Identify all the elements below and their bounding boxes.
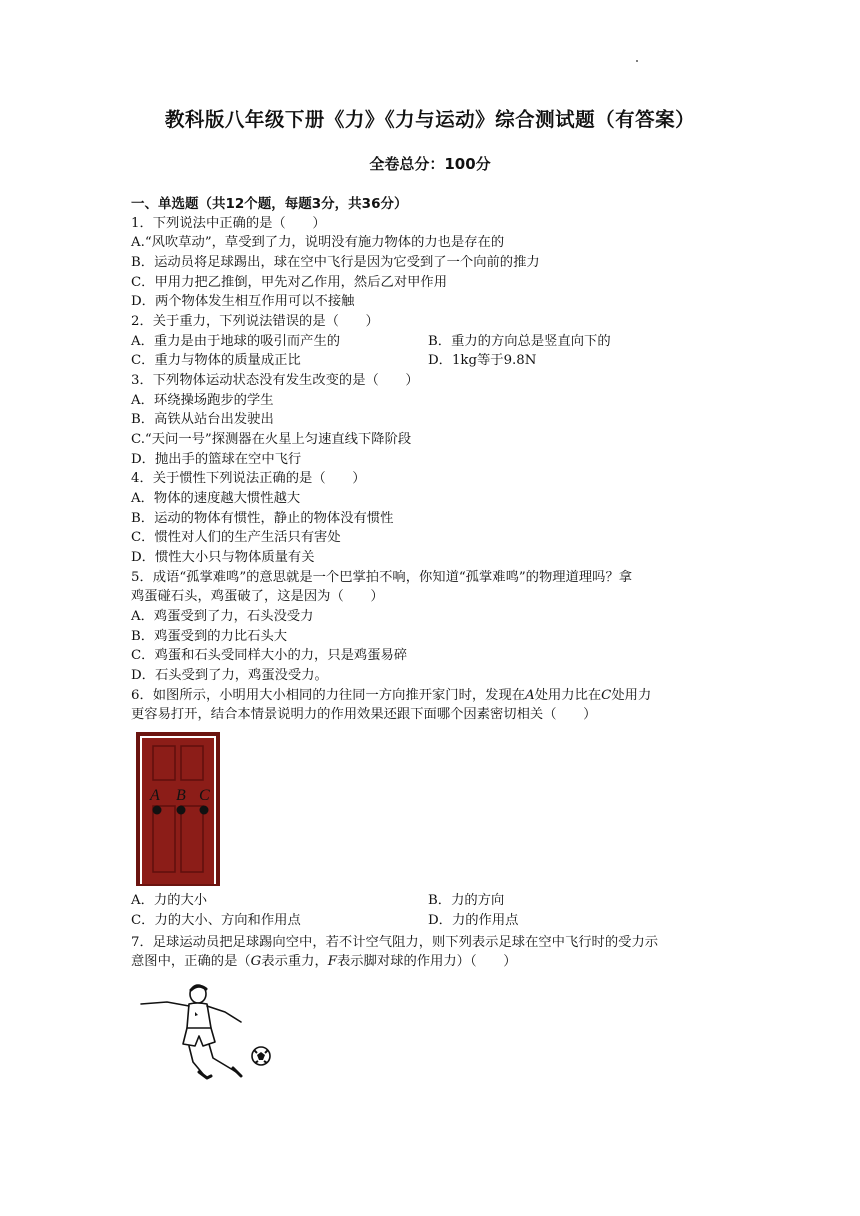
q6-option-a: A．力的大小 — [131, 893, 208, 908]
door-label-a: A — [150, 787, 160, 804]
q7-stem-line1: 7．足球运动员把足球踢向空中，若不计空气阻力，则下列表示足球在空中飞行时的受力示 — [131, 935, 659, 950]
q5-option-c: C．鸡蛋和石头受同样大小的力，只是鸡蛋易碎 — [131, 648, 408, 663]
q7-stem-part3: 表示脚对球的作用力）（ ） — [337, 954, 517, 969]
player-left-arm — [141, 1002, 189, 1006]
total-score: 全卷总分：100分 — [369, 155, 491, 173]
q2-option-a: A．重力是由于地球的吸引而产生的 — [131, 334, 341, 349]
q4-stem: 4．关于惯性下列说法正确的是（ ） — [131, 471, 366, 486]
door-label-c: C — [199, 787, 210, 804]
soccer-player-figure — [137, 982, 277, 1090]
q3-option-b: B．高铁从站台出发驶出 — [131, 412, 274, 427]
q6-option-d: D．力的作用点 — [428, 913, 519, 928]
q6-stem-part2: 处用力比在 — [534, 688, 602, 703]
page-title: 教科版八年级下册《力》《力与运动》综合测试题（有答案） — [164, 108, 696, 131]
section-heading: 一、单选题（共12个题，每题3分，共36分） — [131, 196, 408, 212]
point-a-dot — [153, 806, 162, 815]
point-b-dot — [177, 806, 186, 815]
q4-option-d: D．惯性大小只与物体质量有关 — [131, 550, 315, 565]
q1-option-a: A.“风吹草动”，草受到了力，说明没有施力物体的力也是存在的 — [131, 235, 505, 250]
q1-option-b: B．运动员将足球踢出，球在空中飞行是因为它受到了一个向前的推力 — [131, 255, 540, 270]
q3-option-a: A．环绕操场跑步的学生 — [131, 393, 274, 408]
q6-point-c: C — [601, 688, 612, 703]
q6-option-b: B．力的方向 — [428, 893, 505, 908]
q2-stem: 2．关于重力，下列说法错误的是（ ） — [131, 314, 379, 329]
q1-stem: 1．下列说法中正确的是（ ） — [131, 216, 326, 231]
q5-option-b: B．鸡蛋受到的力比石头大 — [131, 629, 288, 644]
q5-option-d: D．石头受到了力，鸡蛋没受力。 — [131, 668, 328, 683]
q6-stem-part1: 6．如图所示，小明用大小相同的力往同一方向推开家门时，发现在 — [131, 688, 526, 703]
player-right-arm — [207, 1006, 241, 1022]
point-c-dot — [200, 806, 209, 815]
q7-stem-part2: 表示重力， — [261, 954, 328, 969]
player-left-shoe — [199, 1072, 211, 1078]
q4-option-b: B．运动的物体有惯性，静止的物体没有惯性 — [131, 511, 394, 526]
q6-stem-line2: 更容易打开，结合本情景说明力的作用效果还跟下面哪个因素密切相关（ ） — [131, 707, 597, 722]
player-right-shoe — [233, 1068, 241, 1076]
q4-option-c: C．惯性对人们的生产生活只有害处 — [131, 530, 341, 545]
q6-stem-line1 — [131, 686, 651, 706]
q7-stem-line2 — [131, 952, 517, 972]
q5-option-a: A．鸡蛋受到了力，石头没受力 — [131, 609, 314, 624]
door-figure — [136, 732, 220, 886]
player-left-leg — [189, 1046, 203, 1074]
player-torso — [187, 1003, 211, 1030]
q2-option-b: B．重力的方向总是竖直向下的 — [428, 334, 611, 349]
q5-stem-line1: 5．成语“孤掌难鸣”的意思就是一个巴掌拍不响，你知道“孤掌难鸣”的物理道理吗？拿 — [131, 570, 633, 585]
q3-stem: 3．下列物体运动状态没有发生改变的是（ ） — [131, 373, 419, 388]
page-dot — [636, 60, 638, 62]
q3-option-c: C.“天问一号”探测器在火星上匀速直线下降阶段 — [131, 432, 412, 447]
q6-stem-part3: 处用力 — [611, 688, 652, 703]
q3-option-d: D．抛出手的篮球在空中飞行 — [131, 452, 302, 467]
q7-symbol-f: F — [327, 954, 338, 969]
q7-stem-part1: 意图中，正确的是（ — [131, 954, 251, 969]
q6-option-c: C．力的大小、方向和作用点 — [131, 913, 301, 928]
q2-option-c: C．重力与物体的质量成正比 — [131, 353, 301, 368]
player-shorts — [183, 1028, 215, 1046]
q4-option-a: A．物体的速度越大惯性越大 — [131, 491, 301, 506]
q1-option-c: C．甲用力把乙推倒，甲先对乙作用，然后乙对甲作用 — [131, 275, 448, 290]
q7-symbol-g: G — [250, 954, 262, 969]
q6-point-a: A — [525, 688, 535, 703]
q5-stem-line2: 鸡蛋碰石头，鸡蛋破了，这是因为（ ） — [131, 589, 384, 604]
q2-option-d: D．1kg等于9.8N — [428, 353, 537, 368]
q1-option-d: D．两个物体发生相互作用可以不接触 — [131, 294, 355, 309]
door-label-b: B — [176, 787, 186, 804]
